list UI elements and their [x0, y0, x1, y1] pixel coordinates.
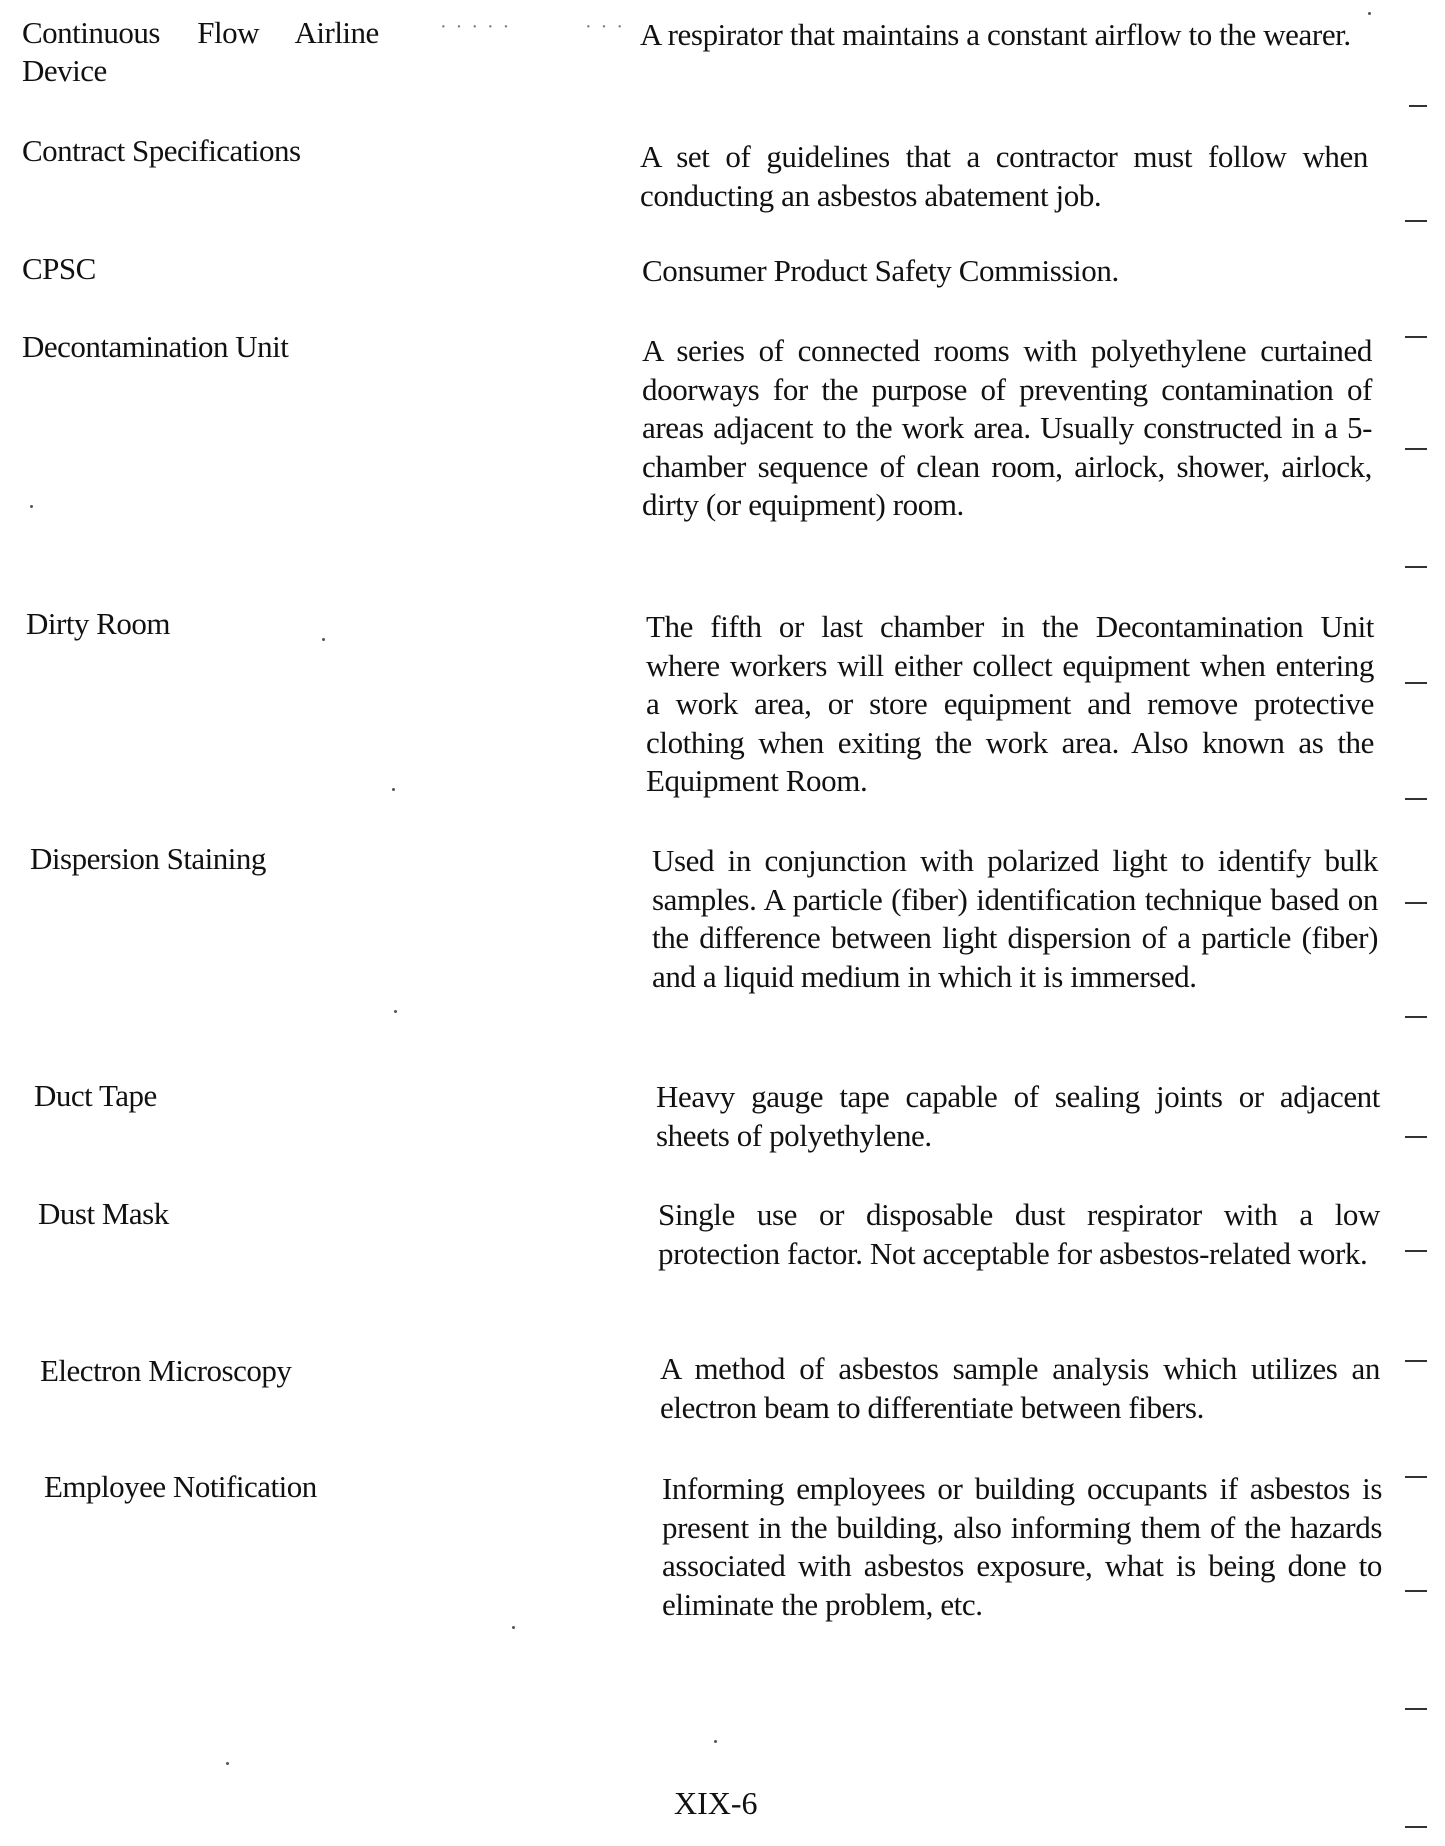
scan-artifact-leader: · · ·	[585, 16, 625, 38]
margin-tick	[1405, 1476, 1427, 1478]
margin-tick	[1405, 1250, 1427, 1252]
margin-tick	[1405, 1590, 1427, 1592]
glossary-term: Decontamination Unit	[22, 329, 289, 364]
margin-tick	[1405, 1826, 1427, 1828]
scan-speck	[30, 505, 33, 508]
glossary-definition: Used in conjunction with polarized light to identify bulk samples. A particle (fiber) identification technique based on the difference between light dispersion of a particle (fiber) and a liquid medium in which it is immersed.	[652, 843, 1378, 994]
glossary-term: Dispersion Staining	[30, 841, 266, 876]
glossary-definition: A series of connected rooms with polyethylene curtained doorways for the purpose of preventing contamination of areas adjacent to the work area. Usually constructed in a 5-chamber sequence of clean room, airlock, shower, airlock, dirty (or equipment) room.	[642, 333, 1372, 522]
glossary-definition: Single use or disposable dust respirator with a low protection factor. Not acceptable for asbestos-related work.	[658, 1197, 1380, 1271]
scan-speck	[512, 1626, 515, 1629]
margin-tick	[1405, 448, 1427, 450]
scan-speck	[1368, 12, 1371, 15]
margin-tick	[1405, 798, 1427, 800]
margin-tick	[1405, 682, 1427, 684]
glossary-definition: Heavy gauge tape capable of sealing joints or adjacent sheets of polyethylene.	[656, 1079, 1380, 1153]
glossary-definition: A method of asbestos sample analysis which utilizes an electron beam to differentiate between fibers.	[660, 1351, 1380, 1425]
margin-tick	[1405, 902, 1427, 904]
glossary-definition: Informing employees or building occupants if asbestos is present in the building, also informing them of the hazards associated with asbestos exposure, what is being done to eliminate the problem, etc.	[662, 1471, 1382, 1622]
scan-artifact-leader: · · · · ·	[440, 16, 512, 38]
glossary-term: Contract Specifications	[22, 133, 301, 168]
glossary-definition: The fifth or last chamber in the Decontamination Unit where workers will either collect equipment when entering a work area, or store equipment and remove protective clothing when exiting the work area. Also known as the Equipment Room.	[646, 609, 1374, 798]
glossary-definition: Consumer Product Safety Commission.	[642, 253, 1119, 288]
margin-tick	[1405, 1360, 1427, 1362]
glossary-term: Dirty Room	[26, 606, 170, 641]
scan-speck	[714, 1740, 717, 1743]
margin-tick	[1409, 105, 1427, 107]
glossary-term: Duct Tape	[34, 1078, 157, 1113]
margin-tick	[1405, 336, 1427, 338]
margin-tick	[1405, 566, 1427, 568]
margin-tick	[1405, 1136, 1427, 1138]
glossary-definition: A respirator that maintains a constant airflow to the wearer.	[640, 17, 1351, 52]
glossary-term: CPSC	[22, 251, 96, 286]
margin-tick	[1405, 1708, 1427, 1710]
glossary-definition: A set of guidelines that a contractor must follow when conducting an asbestos abatement job.	[640, 139, 1368, 213]
scan-speck	[322, 638, 325, 641]
scan-speck	[394, 1010, 397, 1013]
glossary-term: Employee Notification	[44, 1469, 317, 1504]
scan-speck	[226, 1762, 229, 1765]
glossary-term: Electron Microscopy	[40, 1353, 292, 1388]
margin-tick	[1405, 1016, 1427, 1018]
glossary-term: Dust Mask	[38, 1196, 169, 1231]
scan-speck	[392, 788, 395, 791]
glossary-term: Continuous Flow Airline Device	[22, 15, 379, 88]
margin-tick	[1405, 220, 1427, 222]
page-number: XIX-6	[674, 1785, 758, 1821]
